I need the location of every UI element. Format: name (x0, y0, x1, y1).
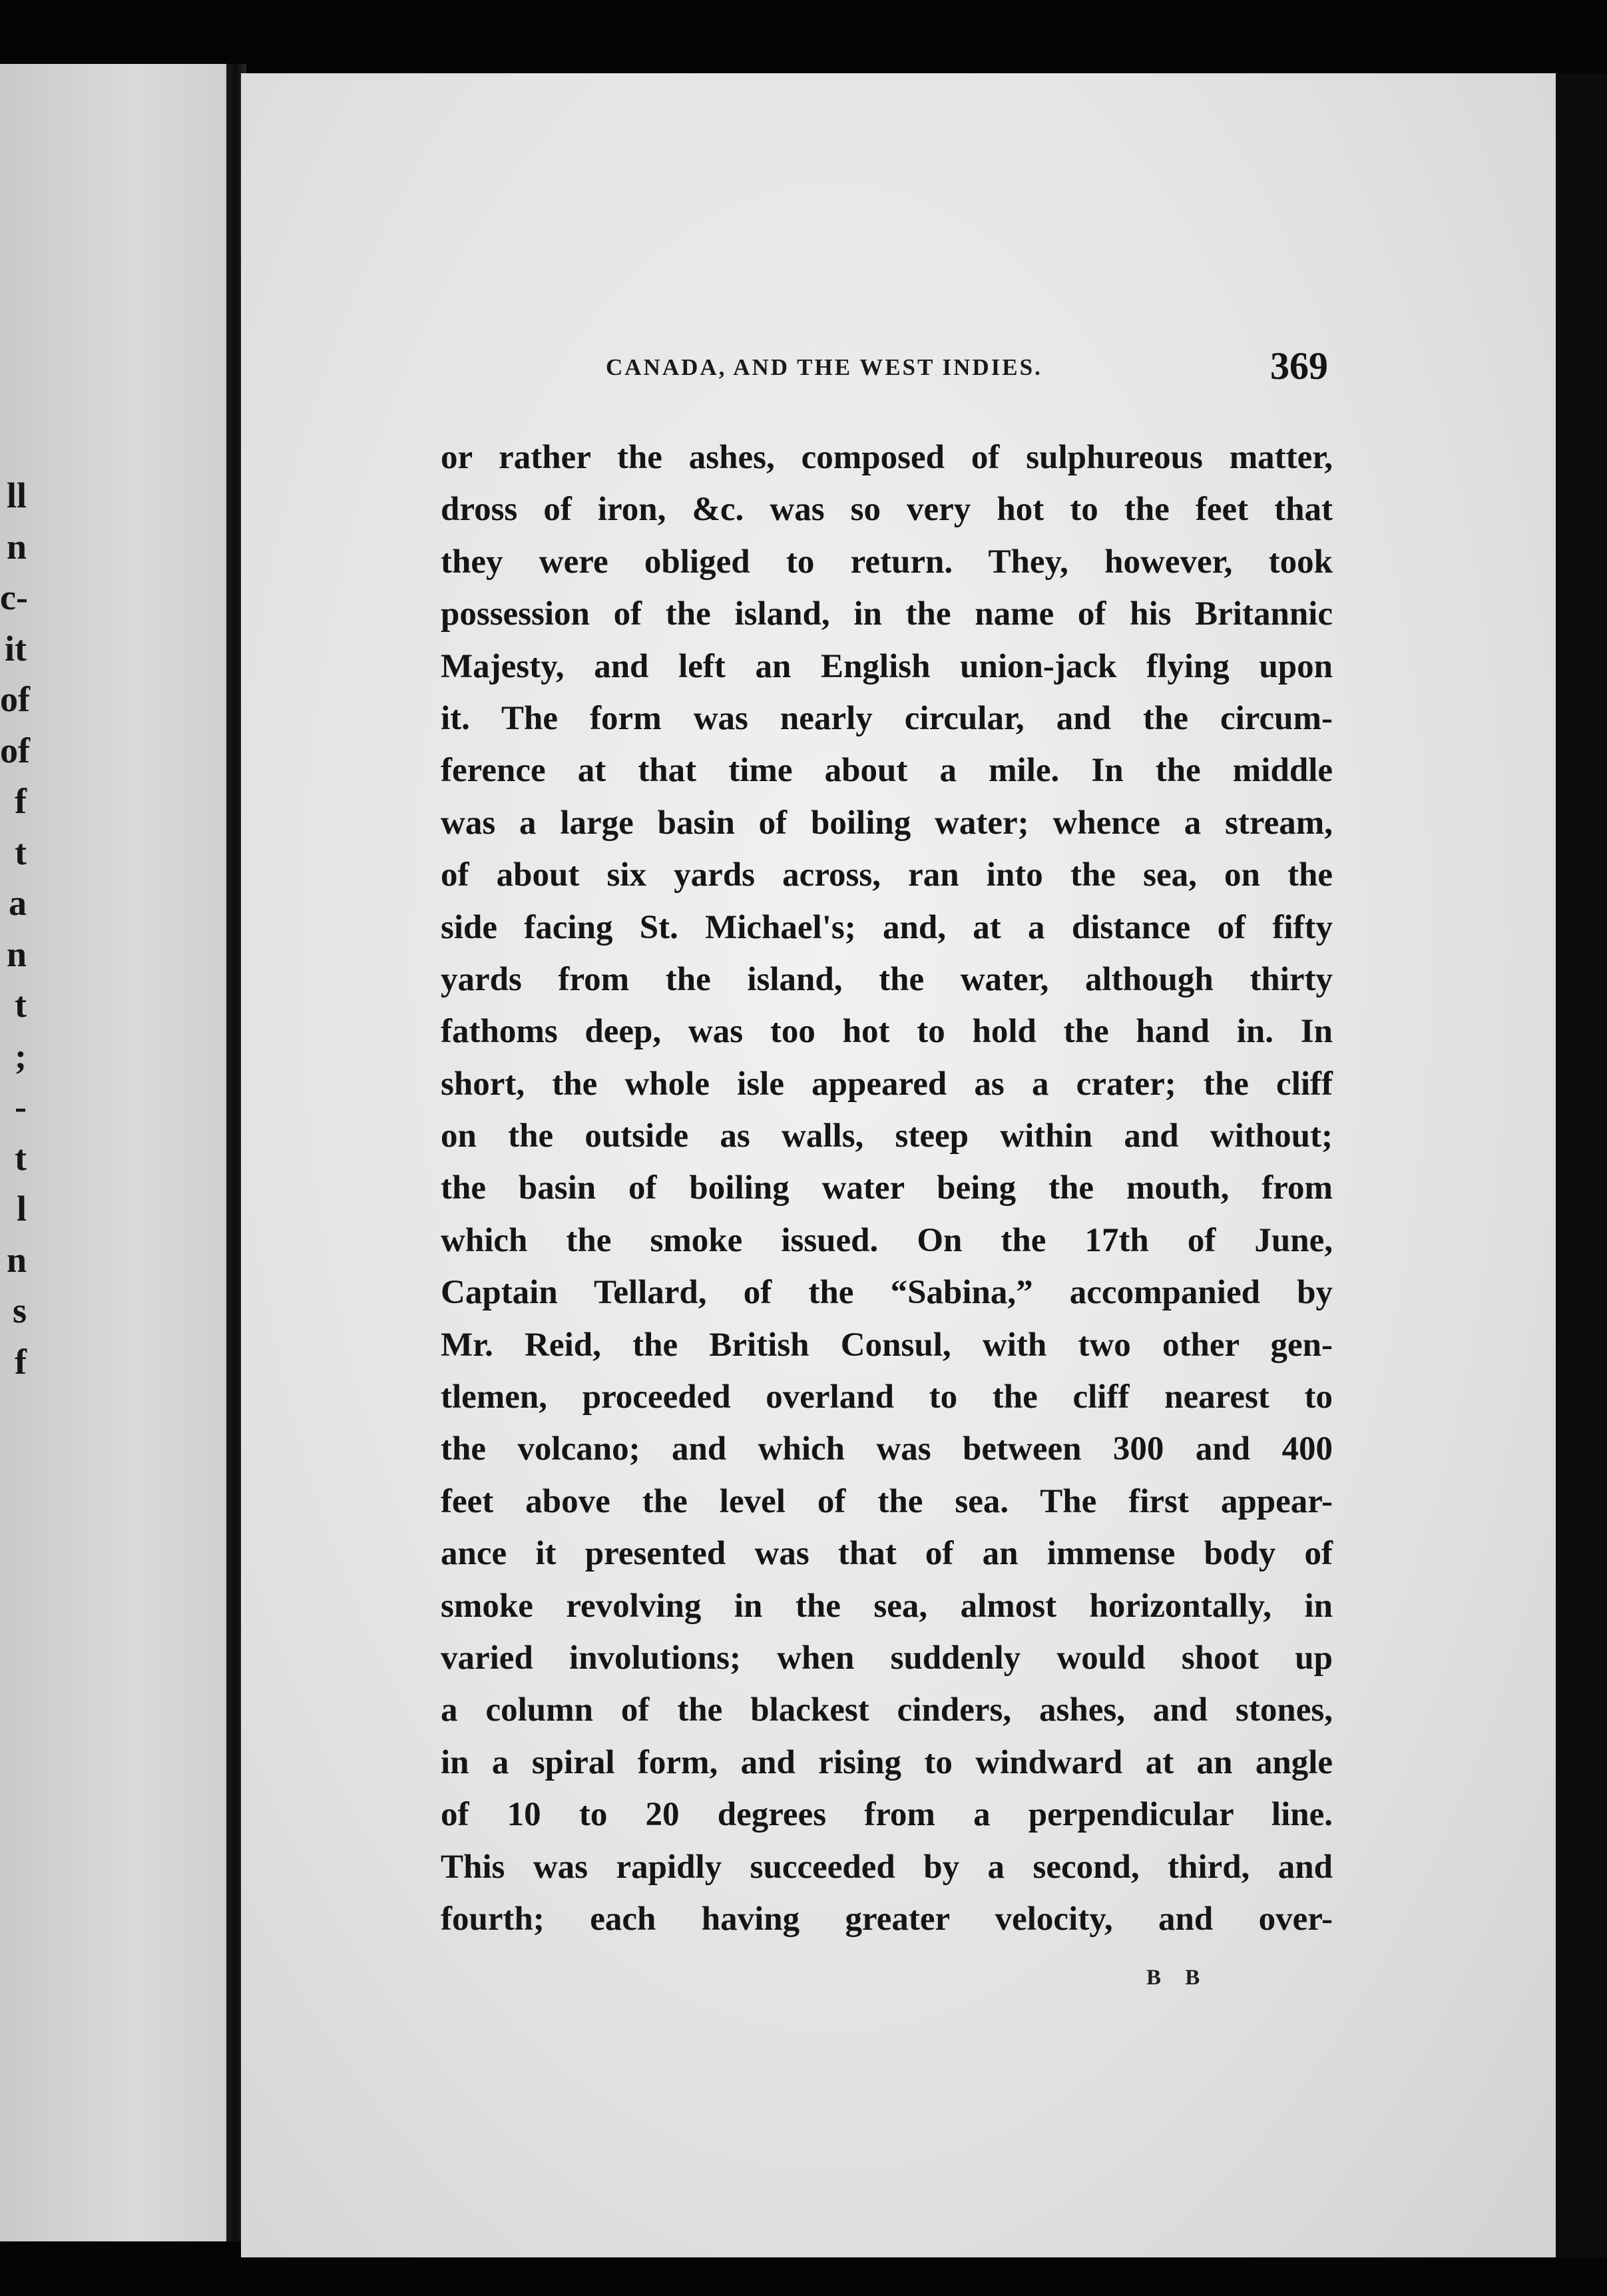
text-line: which the smoke issued. On the 17th of June, (441, 1221, 1333, 1259)
text-line: smoke revolving in the sea, almost horizontally, in (441, 1587, 1333, 1625)
scan-border (1556, 73, 1607, 2257)
text-line: they were obliged to return. They, however, took (441, 543, 1333, 581)
text-line: the volcano; and which was between 300 and 400 (441, 1430, 1333, 1468)
text-line: it. The form was nearly circular, and the circum- (441, 699, 1333, 737)
edge-fragment: t (15, 1137, 27, 1178)
text-line: Majesty, and left an English union-jack flying upon (441, 647, 1333, 685)
edge-fragment: f (15, 781, 27, 821)
edge-fragment: ll (6, 475, 27, 515)
text-line: tlemen, proceeded overland to the cliff nearest to (441, 1378, 1333, 1416)
signature-mark: B B (1146, 1966, 1210, 1990)
edge-fragment: of (0, 730, 30, 770)
edge-fragment: t (15, 832, 27, 872)
edge-fragment: l (16, 1189, 27, 1229)
text-line: This was rapidly succeeded by a second, third, and (441, 1848, 1333, 1886)
text-line: ference at that time about a mile. In the middle (441, 752, 1333, 790)
text-line: of about six yards across, ran into the sea, on the (441, 856, 1333, 894)
text-line: of 10 to 20 degrees from a perpendicular line. (441, 1796, 1333, 1834)
left-page-edge-text (0, 470, 30, 1387)
text-line: fourth; each having greater velocity, and over- (441, 1900, 1333, 1938)
edge-fragment: a (9, 883, 27, 923)
text-line: in a spiral form, and rising to windward at an angle (441, 1743, 1333, 1781)
edge-fragment: it (5, 628, 27, 669)
text-line: Captain Tellard, of the “Sabina,” accompanied by (441, 1274, 1333, 1312)
text-line: ance it presented was that of an immense body of (441, 1535, 1333, 1573)
text-line: varied involutions; when suddenly would shoot up (441, 1639, 1333, 1677)
page-number: 369 (1270, 344, 1328, 388)
edge-fragment: f (15, 1341, 27, 1382)
text-line: dross of iron, &c. was so very hot to the feet that (441, 491, 1333, 529)
edge-fragment: n (6, 526, 27, 567)
edge-fragment: s (12, 1291, 27, 1330)
edge-fragment: - (15, 1087, 27, 1127)
body-text (441, 431, 1333, 1945)
edge-fragment: c- (0, 577, 28, 617)
edge-fragment: n (6, 1239, 27, 1280)
text-line: or rather the ashes, composed of sulphureous matter, (441, 439, 1333, 476)
left-page-fragment (0, 64, 226, 2241)
text-line: Mr. Reid, the British Consul, with two other gen- (441, 1326, 1333, 1364)
text-line: on the outside as walls, steep within and without; (441, 1117, 1333, 1155)
text-line: yards from the island, the water, although thirty (441, 960, 1333, 998)
text-line: short, the whole isle appeared as a crater; the cliff (441, 1065, 1333, 1103)
edge-fragment: of (0, 679, 30, 719)
edge-fragment: ; (15, 1035, 27, 1076)
text-line: a column of the blackest cinders, ashes, and stones, (441, 1691, 1333, 1729)
edge-fragment: n (6, 934, 27, 974)
edge-fragment: t (15, 985, 27, 1025)
text-line: was a large basin of boiling water; whence a stream, (441, 804, 1333, 842)
text-line: side facing St. Michael's; and, at a distance of fifty (441, 908, 1333, 946)
text-line: the basin of boiling water being the mouth, from (441, 1169, 1333, 1207)
text-line: feet above the level of the sea. The first appear- (441, 1482, 1333, 1520)
text-line: possession of the island, in the name of his Britannic (441, 595, 1333, 633)
text-line: fathoms deep, was too hot to hold the hand in. In (441, 1013, 1333, 1051)
running-header: CANADA, AND THE WEST INDIES. (606, 354, 1042, 380)
